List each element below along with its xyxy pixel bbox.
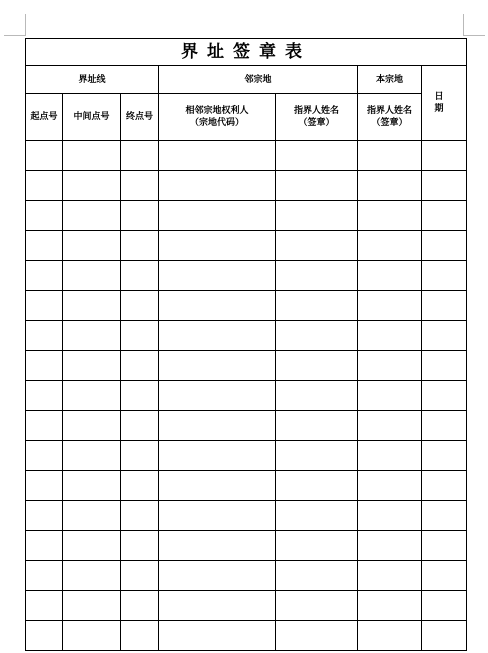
table-row (26, 411, 467, 441)
middle-point-cell[interactable] (63, 231, 121, 261)
start-point-cell[interactable] (26, 471, 63, 501)
column-header-this-signer (358, 94, 422, 141)
start-point-cell[interactable] (26, 141, 63, 171)
date-cell[interactable] (422, 621, 467, 651)
neighbor-owner-cell[interactable] (159, 351, 276, 381)
table-row (26, 201, 467, 231)
neighbor-owner-cell[interactable] (159, 441, 276, 471)
neighbor-owner-cell[interactable] (159, 261, 276, 291)
neighbor-owner-cell[interactable] (159, 381, 276, 411)
table-row (26, 441, 467, 471)
column-header-middle-point: 中间点号 (63, 94, 121, 141)
start-point-cell[interactable] (26, 561, 63, 591)
start-point-cell[interactable] (26, 171, 63, 201)
neighbor-owner-cell[interactable] (159, 471, 276, 501)
table-row (26, 381, 467, 411)
this-signer-cell[interactable] (358, 621, 422, 651)
column-header-end-point: 终点号 (121, 94, 159, 141)
neighbor-owner-cell[interactable] (159, 531, 276, 561)
end-point-cell[interactable] (121, 141, 159, 171)
middle-point-cell[interactable] (63, 201, 121, 231)
neighbor-signer-cell[interactable] (276, 501, 358, 531)
middle-point-cell[interactable] (63, 621, 121, 651)
middle-point-cell[interactable] (63, 261, 121, 291)
start-point-cell[interactable] (26, 261, 63, 291)
date-header (422, 66, 467, 141)
date-cell[interactable] (422, 441, 467, 471)
end-point-cell[interactable] (121, 621, 159, 651)
neighbor-signer-cell[interactable] (276, 591, 358, 621)
end-point-cell[interactable] (121, 591, 159, 621)
middle-point-cell[interactable] (63, 561, 121, 591)
neighbor-signer-cell[interactable] (276, 231, 358, 261)
end-point-cell[interactable] (121, 411, 159, 441)
middle-point-cell[interactable] (63, 411, 121, 441)
table-row (26, 171, 467, 201)
crop-mark (4, 35, 26, 36)
end-point-cell[interactable] (121, 471, 159, 501)
end-point-cell[interactable] (121, 171, 159, 201)
this-signer-cell[interactable] (358, 501, 422, 531)
table-row (26, 621, 467, 651)
neighbor-owner-code-label: （宗地代码） (189, 118, 244, 128)
end-point-cell[interactable] (121, 351, 159, 381)
table-row (26, 471, 467, 501)
end-point-cell[interactable] (121, 291, 159, 321)
start-point-cell[interactable] (26, 531, 63, 561)
end-point-cell[interactable] (121, 201, 159, 231)
neighbor-signer-cell[interactable] (276, 381, 358, 411)
this-signer-cell[interactable] (358, 141, 422, 171)
middle-point-cell[interactable] (63, 441, 121, 471)
neighbor-owner-label: 相邻宗地权利人 (185, 106, 249, 116)
date-cell[interactable] (422, 171, 467, 201)
neighbor-owner-cell[interactable] (159, 291, 276, 321)
end-point-cell[interactable] (121, 441, 159, 471)
neighbor-owner-cell[interactable] (159, 171, 276, 201)
middle-point-cell[interactable] (63, 591, 121, 621)
neighbor-owner-cell[interactable] (159, 201, 276, 231)
date-cell[interactable] (422, 291, 467, 321)
boundary-signature-table (25, 38, 467, 651)
date-cell[interactable] (422, 501, 467, 531)
neighbor-owner-cell[interactable] (159, 561, 276, 591)
date-cell[interactable] (422, 201, 467, 231)
end-point-cell[interactable] (121, 561, 159, 591)
start-point-cell[interactable] (26, 201, 63, 231)
crop-mark (463, 14, 464, 36)
table-row (26, 231, 467, 261)
neighbor-signer-cell[interactable] (276, 621, 358, 651)
this-signer-cell[interactable] (358, 531, 422, 561)
neighbor-signer-cell[interactable] (276, 261, 358, 291)
neighbor-owner-cell[interactable] (159, 621, 276, 651)
date-cell[interactable] (422, 381, 467, 411)
neighbor-signer-cell[interactable] (276, 471, 358, 501)
end-point-cell[interactable] (121, 531, 159, 561)
neighbor-owner-cell[interactable] (159, 231, 276, 261)
end-point-cell[interactable] (121, 321, 159, 351)
this-signer-cell[interactable] (358, 591, 422, 621)
this-signer-cell[interactable] (358, 381, 422, 411)
date-cell[interactable] (422, 471, 467, 501)
table-row (26, 261, 467, 291)
end-point-cell[interactable] (121, 381, 159, 411)
date-cell[interactable] (422, 411, 467, 441)
this-signer-cell[interactable] (358, 411, 422, 441)
column-header-neighbor-owner (159, 94, 276, 141)
this-signer-cell[interactable] (358, 471, 422, 501)
table-row (26, 321, 467, 351)
date-cell[interactable] (422, 591, 467, 621)
start-point-cell[interactable] (26, 501, 63, 531)
date-header-label: 日 期 (434, 92, 454, 114)
date-cell[interactable] (422, 531, 467, 561)
this-signer-cell[interactable] (358, 261, 422, 291)
group-header-this-land: 本宗地 (358, 66, 422, 94)
this-signer-label: 指界人姓名 (366, 106, 412, 116)
date-cell[interactable] (422, 261, 467, 291)
neighbor-owner-cell[interactable] (159, 591, 276, 621)
start-point-cell[interactable] (26, 621, 63, 651)
this-signer-cell[interactable] (358, 441, 422, 471)
middle-point-cell[interactable] (63, 351, 121, 381)
table-row (26, 561, 467, 591)
neighbor-owner-cell[interactable] (159, 501, 276, 531)
start-point-cell[interactable] (26, 351, 63, 381)
table-row (26, 531, 467, 561)
this-signer-cell[interactable] (358, 231, 422, 261)
group-header-boundary-line: 界址线 (26, 66, 159, 94)
neighbor-owner-cell[interactable] (159, 411, 276, 441)
crop-mark (25, 14, 26, 36)
neighbor-signer-cell[interactable] (276, 351, 358, 381)
date-cell[interactable] (422, 141, 467, 171)
neighbor-signer-cell[interactable] (276, 141, 358, 171)
start-point-cell[interactable] (26, 291, 63, 321)
neighbor-signer-cell[interactable] (276, 561, 358, 591)
neighbor-owner-cell[interactable] (159, 141, 276, 171)
table-row (26, 141, 467, 171)
neighbor-signer-cell[interactable] (276, 321, 358, 351)
this-signer-cell[interactable] (358, 201, 422, 231)
start-point-cell[interactable] (26, 591, 63, 621)
neighbor-signer-cell[interactable] (276, 531, 358, 561)
table-row (26, 351, 467, 381)
start-point-cell[interactable] (26, 231, 63, 261)
neighbor-signer-cell[interactable] (276, 441, 358, 471)
neighbor-signer-cell[interactable] (276, 411, 358, 441)
start-point-cell[interactable] (26, 321, 63, 351)
neighbor-signer-cell[interactable] (276, 291, 358, 321)
middle-point-cell[interactable] (63, 381, 121, 411)
this-signer-cell[interactable] (358, 291, 422, 321)
table-row (26, 591, 467, 621)
start-point-cell[interactable] (26, 381, 63, 411)
middle-point-cell[interactable] (63, 171, 121, 201)
start-point-cell[interactable] (26, 441, 63, 471)
neighbor-signer-cell[interactable] (276, 201, 358, 231)
table-row (26, 291, 467, 321)
this-signer-cell[interactable] (358, 321, 422, 351)
end-point-cell[interactable] (121, 231, 159, 261)
neighbor-signer-cell[interactable] (276, 171, 358, 201)
group-header-neighbor-land: 邻宗地 (159, 66, 358, 94)
neighbor-owner-cell[interactable] (159, 321, 276, 351)
end-point-cell[interactable] (121, 261, 159, 291)
crop-mark (463, 35, 485, 36)
neighbor-signer-label: 指界人姓名 (293, 106, 339, 116)
this-signer-cell[interactable] (358, 351, 422, 381)
date-cell[interactable] (422, 561, 467, 591)
middle-point-cell[interactable] (63, 141, 121, 171)
middle-point-cell[interactable] (63, 291, 121, 321)
form-title: 界址签章表 (26, 39, 467, 66)
start-point-cell[interactable] (26, 411, 63, 441)
middle-point-cell[interactable] (63, 321, 121, 351)
date-cell[interactable] (422, 321, 467, 351)
this-signer-cell[interactable] (358, 561, 422, 591)
this-signer-cell[interactable] (358, 171, 422, 201)
middle-point-cell[interactable] (63, 531, 121, 561)
column-header-neighbor-signer (276, 94, 358, 141)
table-row (26, 501, 467, 531)
date-cell[interactable] (422, 231, 467, 261)
date-cell[interactable] (422, 351, 467, 381)
neighbor-signer-seal-label: （签章） (298, 118, 335, 128)
middle-point-cell[interactable] (63, 501, 121, 531)
column-header-start-point: 起点号 (26, 94, 63, 141)
this-signer-seal-label: （签章） (371, 118, 408, 128)
middle-point-cell[interactable] (63, 471, 121, 501)
end-point-cell[interactable] (121, 501, 159, 531)
